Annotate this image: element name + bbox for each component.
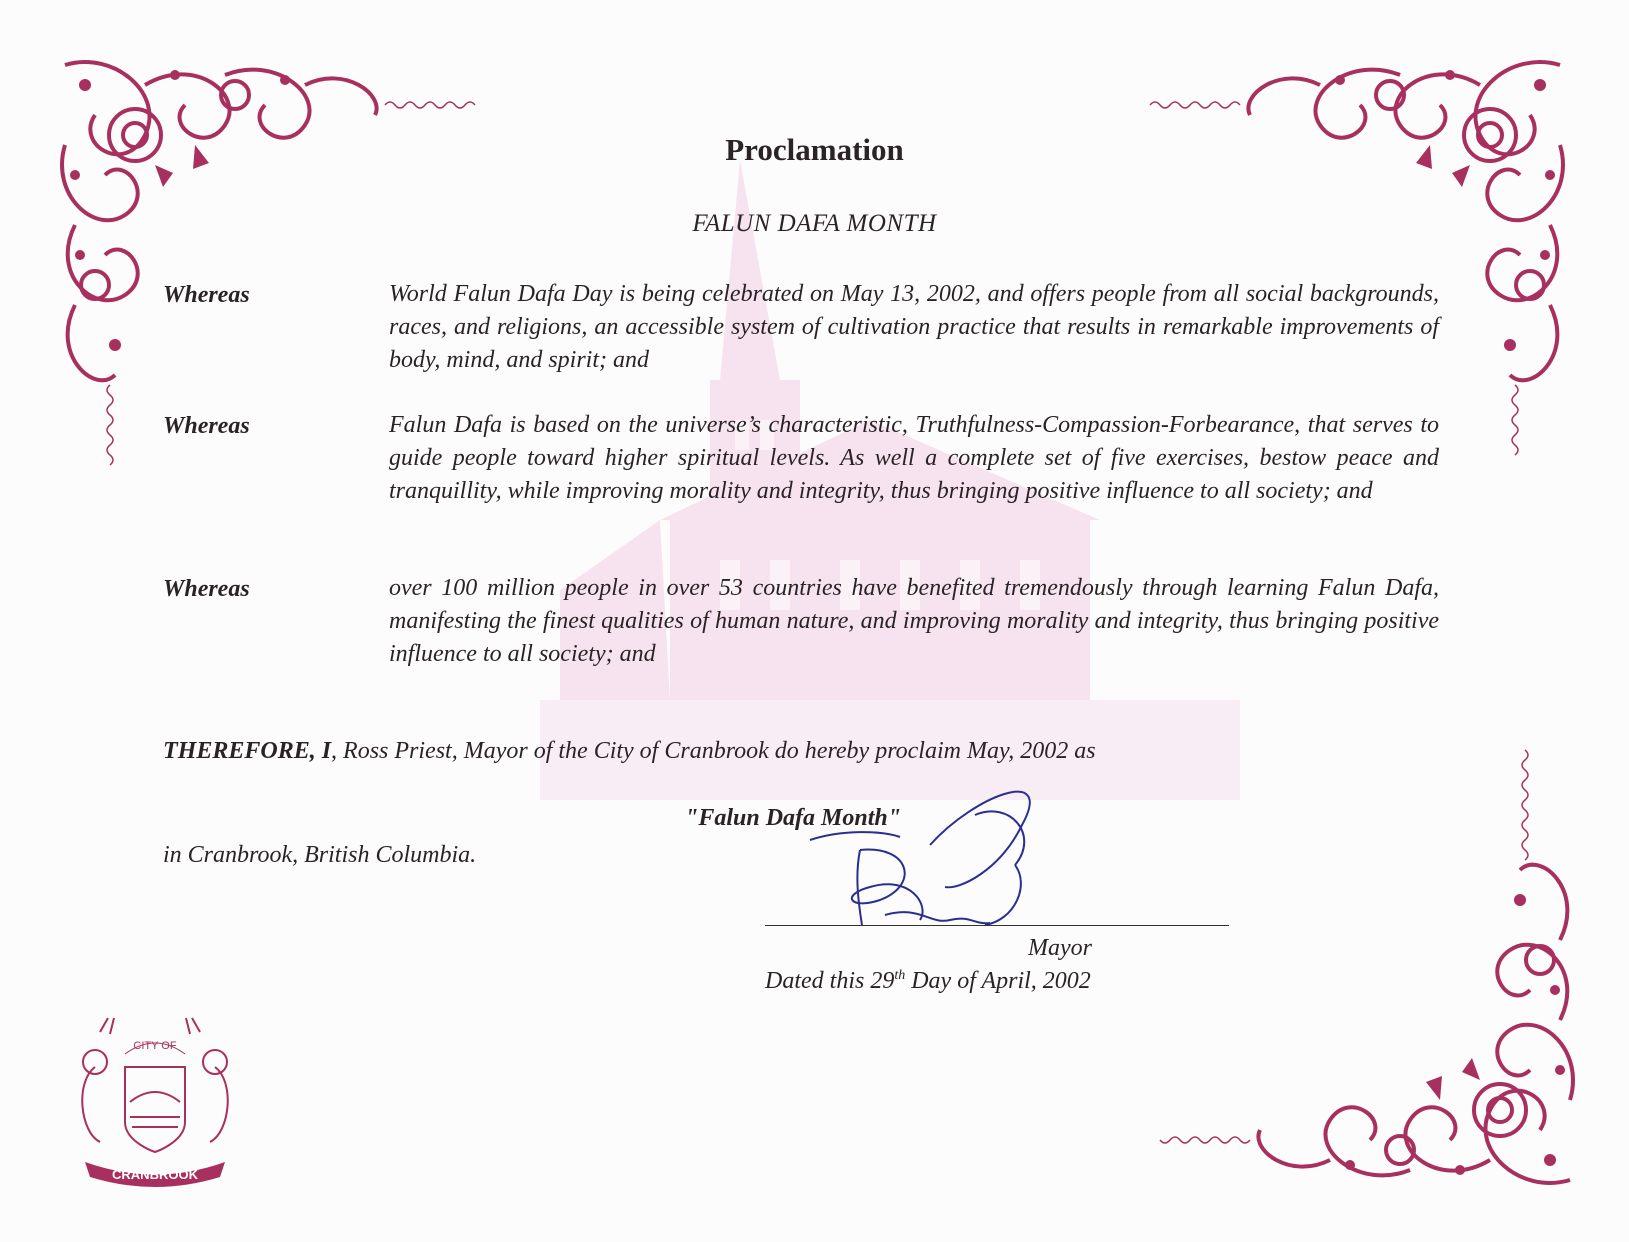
therefore-statement (163, 738, 1096, 765)
proclaimed-month-name: "Falun Dafa Month" (685, 805, 902, 831)
whereas-label-1: Whereas (163, 282, 250, 308)
therefore-lead: THEREFORE, I (163, 738, 332, 764)
proclamation-location: in Cranbrook, British Columbia. (163, 842, 477, 868)
whereas-clause-1: World Falun Dafa Day is being celebrated on May 13, 2002, and offers people from all social backgrounds, races, and religions, an accessible system of cultivation practice that results in remarkable improvements of body, mind, and spirit; and (389, 281, 1439, 373)
whereas-clause-3: over 100 million people in over 53 countries have benefited tremendously through learning Falun Dafa, manifesting the finest qualities of human nature, and improving morality and integrity, thus bringing positive influence to all society; and (389, 575, 1439, 667)
signature-line (765, 925, 1229, 926)
dated-ordinal-suffix: th (894, 968, 906, 983)
whereas-label-3: Whereas (163, 576, 250, 602)
therefore-rest: , Ross Priest, Mayor of the City of Cranbrook do hereby proclaim May, 2002 as (331, 738, 1096, 764)
dated-line (765, 968, 1091, 995)
dated-prefix: Dated this 29 (765, 968, 895, 994)
seal-top-text: CITY OF (133, 1040, 177, 1052)
ornament-bottom-right-image (1120, 740, 1580, 1190)
seal-bottom-text: CRANBROOK (112, 1167, 198, 1182)
whereas-label-2: Whereas (163, 413, 250, 439)
signatory-title: Mayor (1028, 935, 1092, 961)
dated-rest: Day of April, 2002 (905, 968, 1091, 994)
city-of-cranbrook-seal-image (70, 1012, 240, 1187)
whereas-clause-2: Falun Dafa is based on the universe’s characteristic, Truthfulness-Compassion-Forbearance, that serves to guide people toward higher spiritual levels. As well a complete set of five exercises, bestow peace and tranquillity, while improving morality and integrity, thus bringing positive influence to all society; and (389, 412, 1439, 504)
mayor-signature-image (800, 775, 1060, 935)
proclamation-title: Proclamation (725, 132, 904, 167)
proclamation-subtitle: FALUN DAFA MONTH (692, 210, 937, 237)
